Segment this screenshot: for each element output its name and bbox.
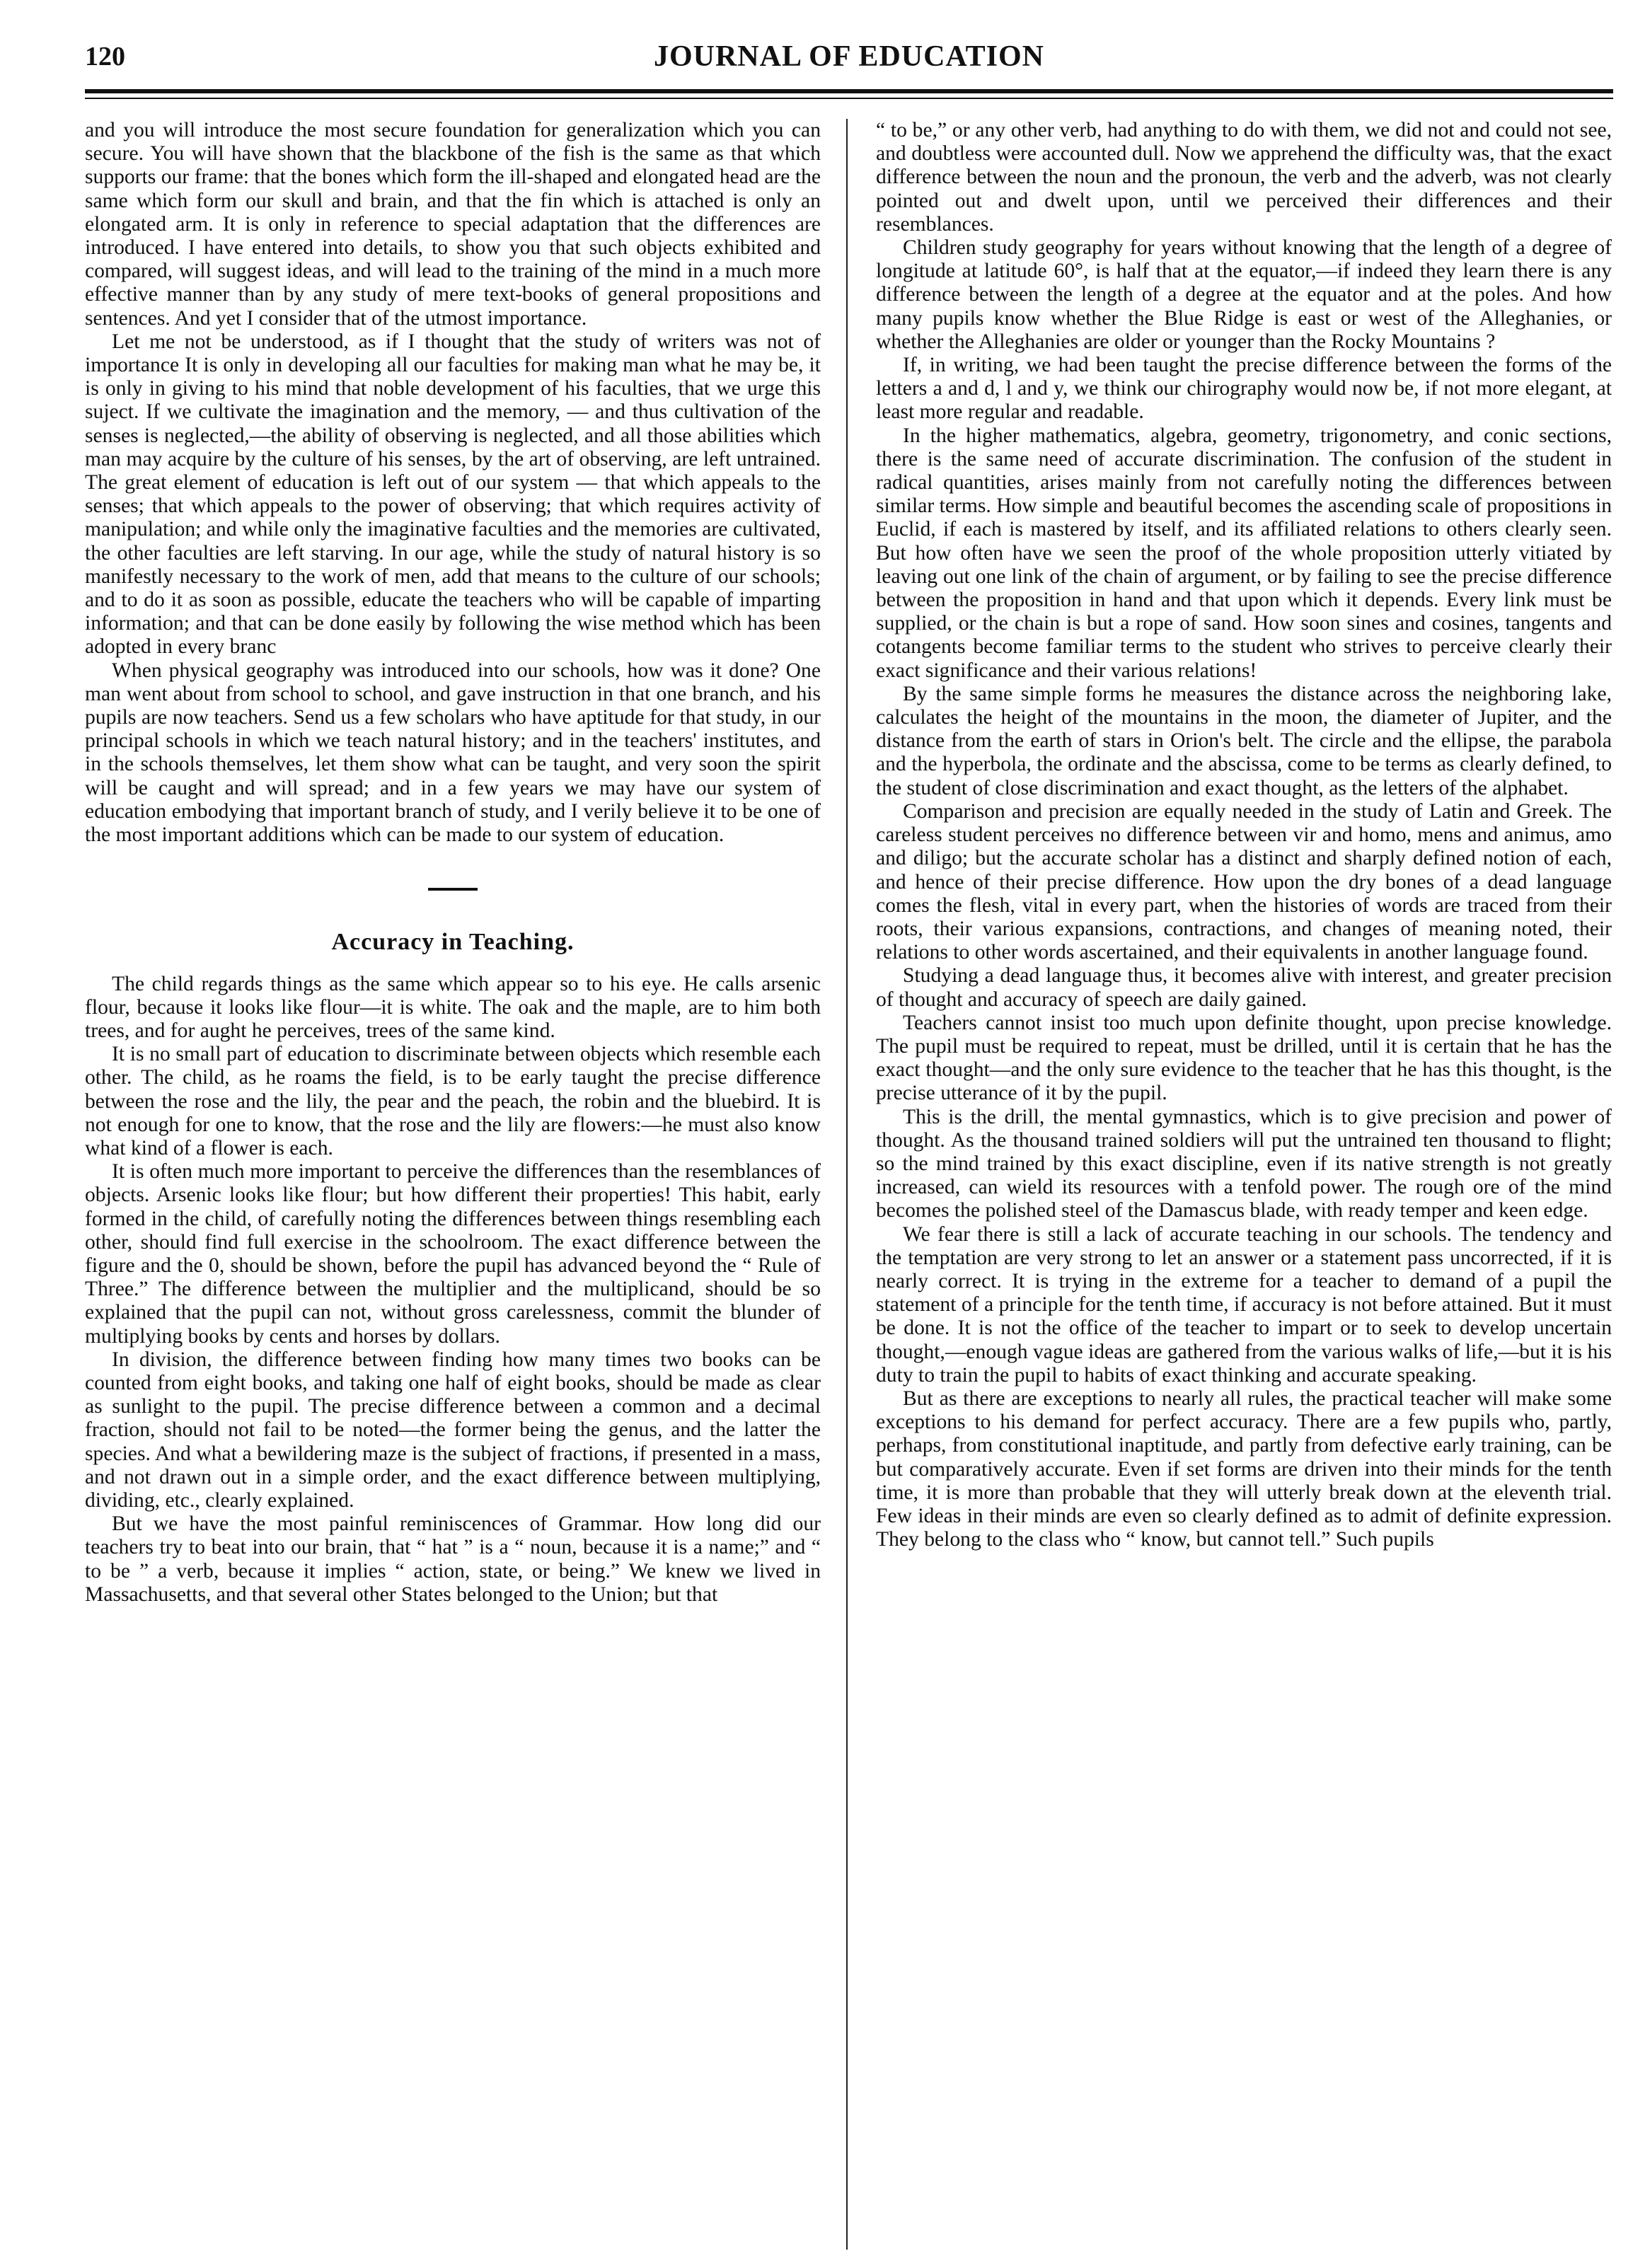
- paragraph: Studying a dead language thus, it becomes alive with interest, and greater precision of thought and accuracy of speech are daily gained.: [876, 964, 1612, 1011]
- two-column-body: [85, 119, 1613, 2250]
- header-rule-thick: [85, 89, 1613, 93]
- paragraph: It is often much more important to perceive the differences than the resemblances of objects. Arsenic looks like flour; but how different their properties! This habit, early formed in the child, of carefully noting the differences between things resembling each other, should find full exercise in the schoolroom. The exact difference between the figure and the 0, should be shown, before the pupil has advanced beyond the “ Rule of Three.” The difference between the multiplier and the multiplicand, should be so explained that the pupil can not, without gross carelessness, commit the blunder of multiplying books by cents and horses by dollars.: [85, 1160, 821, 1348]
- paragraph: In the higher mathematics, algebra, geometry, trigonometry, and conic sections, there is the same need of accurate discrimination. The confusion of the student in radical quantities, arises mainly from not carefully noting the differences between similar terms. How simple and beautiful becomes the ascending scale of propositions in Euclid, if each is mastered by itself, and its affiliated relations to others clearly seen. But how often have we seen the proof of the whole proposition utterly vitiated by leaving out one link of the chain of argument, or by failing to see the precise difference between the proposition in hand and that upon which it depends. Every link must be supplied, or the chain is but a rope of sand. How soon sines and cosines, tangents and cotangents become familiar terms to the student who strives to perceive clearly their exact significance and their various relations!: [876, 424, 1612, 682]
- paragraph: But as there are exceptions to nearly all rules, the practical teacher will make some exceptions to his demand for perfect accuracy. There are a few pupils who, partly, perhaps, from constitutional inaptitude, and partly from defective early training, can be but comparatively accurate. Even if set forms are driven into their minds for the tenth time, it is more than probable that they will utterly break down at the eleventh trial. Few ideas in their minds are even so clearly defined as to admit of definite expression. They belong to the class who “ know, but cannot tell.” Such pupils: [876, 1387, 1612, 1551]
- paragraph: Children study geography for years without knowing that the length of a degree of longitude at latitude 60°, is half that at the equator,—if indeed they learn there is any difference between the length of a degree at the equator and at the poles. And how many pupils know whether the Blue Ridge is east or west of the Alleghanies, or whether the Alleghanies are older or younger than the Rocky Mountains ?: [876, 236, 1612, 353]
- paragraph: But we have the most painful reminiscences of Grammar. How long did our teachers try to beat into our brain, that “ hat ” is a “ noun, because it is a name;” and “ to be ” a verb, because it implies “ action, state, or being.” We knew we lived in Massachusetts, and that several other States belonged to the Union; but that: [85, 1512, 821, 1606]
- paragraph: The child regards things as the same which appear so to his eye. He calls arsenic flour, because it looks like flour—it is white. The oak and the maple, are to him both trees, and for aught he perceives, trees of the same kind.: [85, 972, 821, 1042]
- paragraph: “ to be,” or any other verb, had anything to do with them, we did not and could not see, and doubtless were accounted dull. Now we apprehend the difficulty was, that the exact difference between the noun and the pronoun, the verb and the adverb, was not clearly pointed out and dwelt upon, until we perceived their differences and their resemblances.: [876, 119, 1612, 236]
- left-column: [85, 119, 821, 2250]
- page-header: [85, 28, 1613, 89]
- journal-title: JOURNAL OF EDUCATION: [653, 40, 1045, 73]
- section-divider: [428, 888, 478, 891]
- paragraph: By the same simple forms he measures the distance across the neighboring lake, calculates the height of the mountains in the moon, the diameter of Jupiter, and the distance from the earth of stars in Orion's belt. The circle and the ellipse, the parabola and the hyperbola, the ordinate and the abscissa, come to be terms as clearly defined, to the student of close discrimination and exact thought, as the letters of the alphabet.: [876, 682, 1612, 799]
- section-heading: Accuracy in Teaching.: [331, 929, 575, 956]
- paragraph: We fear there is still a lack of accurate teaching in our schools. The tendency and the temptation are very strong to let an answer or a statement pass uncorrected, if it is nearly correct. It is trying in the extreme for a teacher to demand of a pupil the statement of a principle for the tenth time, if accuracy is not before attained. But it must be done. It is not the office of the teacher to impart or to seek to develop uncertain thought,—enough vague ideas are gathered from the various walks of life,—but it is his duty to train the pupil to habits of exact thinking and accurate speaking.: [876, 1222, 1612, 1387]
- paragraph: It is no small part of education to discriminate between objects which resemble each other. The child, as he roams the field, is to be early taught the precise difference between the rose and the lily, the pear and the peach, the robin and the bluebird. It is not enough for one to know, that the rose and the lily are flowers:—he must also know what kind of a flower is each.: [85, 1043, 821, 1159]
- paragraph: When physical geography was introduced into our schools, how was it done? One man went about from school to school, and gave instruction in that one branch, and his pupils are now teachers. Send us a few scholars who have aptitude for that study, in our principal schools in which we teach natural history; and in the teachers' institutes, and in the schools themselves, let them show what can be taught, and very soon the spirit will be caught and will spread; and in a few years we may have our system of education embodying that important branch of study, and I verily believe it to be one of the most important additions which can be made to our system of education.: [85, 659, 821, 847]
- paragraph: Comparison and precision are equally needed in the study of Latin and Greek. The careless student perceives no difference between vir and homo, mens and animus, amo and diligo; but the accurate scholar has a distinct and sharply defined notion of each, and hence of their precise difference. How upon the dry bones of a dead language comes the flesh, vital in every part, when the histories of words are traced from their roots, their various expansions, contractions, and changes of meaning noted, their relations to other words ascertained, and their equivalents in another language found.: [876, 799, 1612, 964]
- journal-page: [85, 28, 1613, 2250]
- paragraph: and you will introduce the most secure foundation for generalization which you can secure. You will have shown that the blackbone of the fish is the same as that which supports our frame: that the bones which form the ill-shaped and elongated head are the same which form our skull and brain, and that the fin which is attached is only an elongated arm. It is only in reference to special adaptation that the differences are introduced. I have entered into details, to show you that such objects exhibited and compared, will suggest ideas, and will lead to the training of the mind in a much more effective manner than by any study of mere text-books of general propositions and sentences. And yet I consider that of the utmost importance.: [85, 119, 821, 330]
- paragraph: Teachers cannot insist too much upon definite thought, upon precise knowledge. The pupil must be required to repeat, must be drilled, until it is certain that he has the exact thought—and the only sure evidence to the teacher that he has this thought, is the precise utterance of it by the pupil.: [876, 1011, 1612, 1105]
- paragraph: This is the drill, the mental gymnastics, which is to give precision and power of thought. As the thousand trained soldiers will put the untrained ten thousand to flight; so the mind trained by this exact discipline, even if its native strength is not greatly increased, can wield its resources with a tenfold power. The rough ore of the mind becomes the polished steel of the Damascus blade, with ready temper and keen edge.: [876, 1105, 1612, 1222]
- paragraph: If, in writing, we had been taught the precise difference between the forms of the letters a and d, l and y, we think our chirography would now be, if not more elegant, at least more regular and readable.: [876, 354, 1612, 424]
- page-number: 120: [85, 42, 125, 71]
- paragraph: Let me not be understood, as if I thought that the study of writers was not of importance It is only in developing all our faculties for making man what he may be, it is only in giving to his mind that noble development of his faculties, that we urge this suject. If we cultivate the imagination and the memory, — and thus cultivation of the senses is neglected,—the ability of observing is neglected, and all those abilities which man may acquire by the culture of his senses, by the art of observing, are left untrained. The great element of education is left out of our system — that which appeals to the senses; that which appeals to the power of observing; that which requires activity of manipulation; and while only the imaginative faculties and the memories are cultivated, the other faculties are left starving. In our age, while the study of natural history is so manifestly necessary to the work of men, add that means to the culture of our schools; and to do it as soon as possible, educate the teachers who will be capable of imparting information; and that can be done easily by following the wise method which has been adopted in every branc: [85, 330, 821, 659]
- right-column: [876, 119, 1612, 2250]
- header-rule-thin: [85, 98, 1613, 99]
- column-divider: [846, 119, 848, 2250]
- paragraph: In division, the difference between finding how many times two books can be counted from eight books, and taking one half of eight books, should be made as clear as sunlight to the pupil. The precise difference between a common and a decimal fraction, should not fail to be noted—the former being the genus, and the latter the species. And what a bewildering maze is the subject of fractions, if presented in a mass, and not drawn out in a simple order, and the exact difference between multiplying, dividing, etc., clearly explained.: [85, 1348, 821, 1512]
